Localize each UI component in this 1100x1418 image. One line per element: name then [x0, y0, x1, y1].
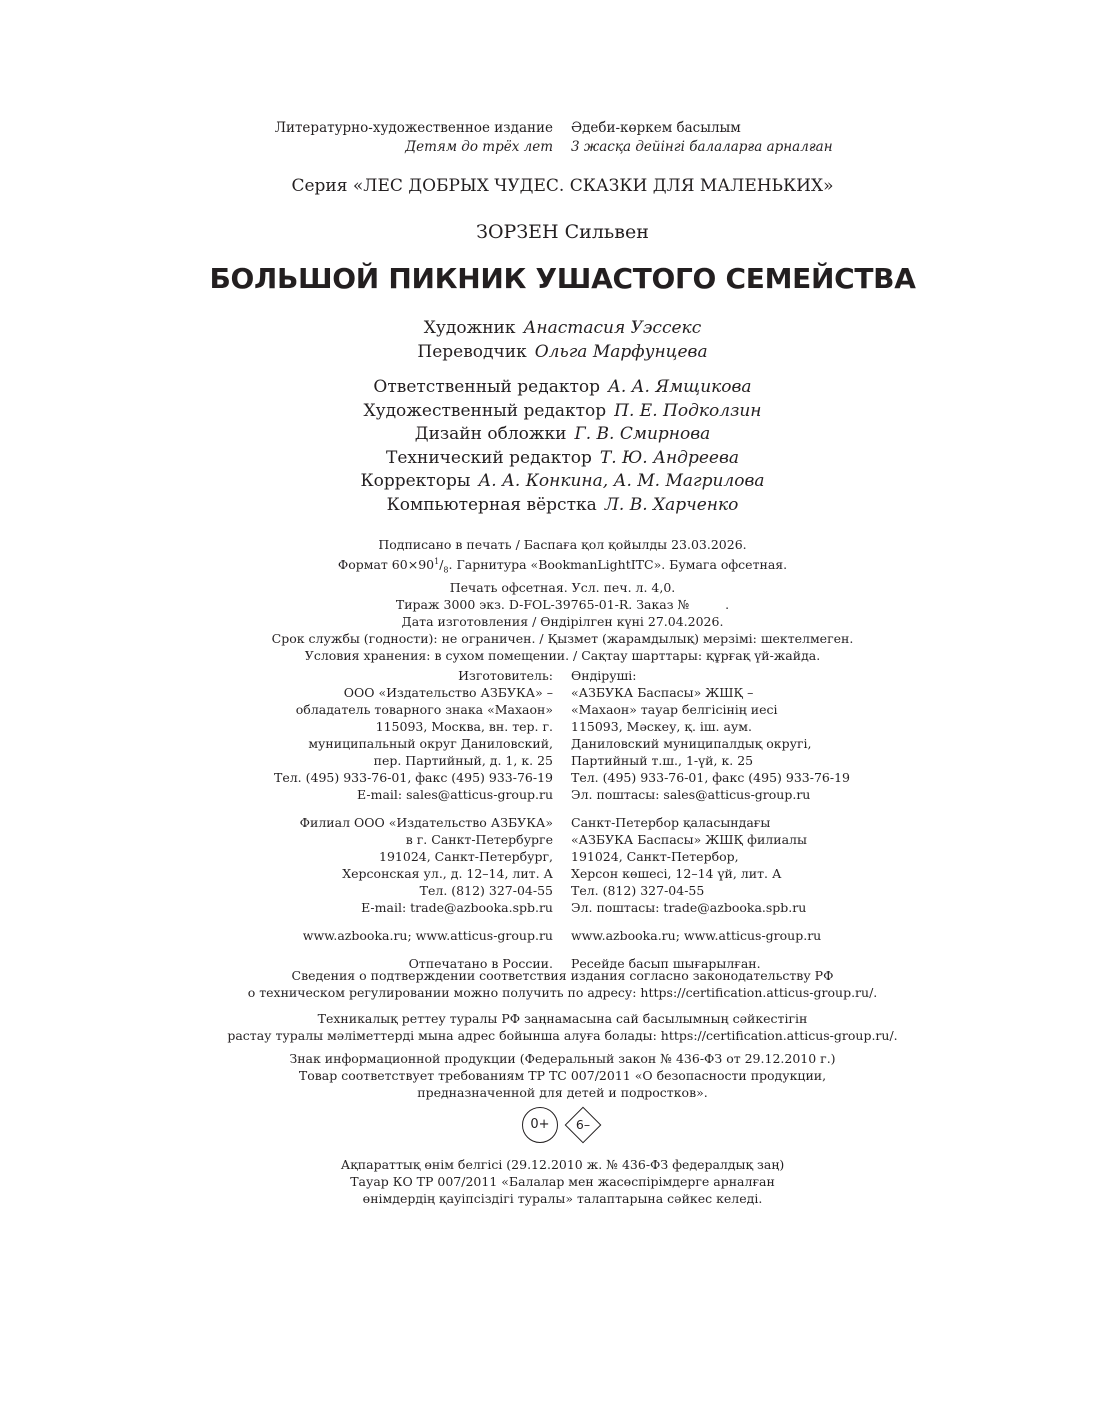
age-note-ru: Детям до трёх лет — [405, 139, 553, 155]
info-sign-line: Ақпараттық өнім белгісі (29.12.2010 ж. № 436-ФЗ федералдық заң) — [340, 1157, 785, 1172]
email-line: Эл. поштасы: trade@azbooka.spb.ru — [571, 900, 807, 915]
run-line: Тираж 3000 экз. D-FOL-39765-01-R. Заказ № . — [395, 596, 730, 612]
address-line: Партийный т.ш., 1-үй, к. 25 — [571, 753, 754, 768]
certification-line: растау туралы мәліметтерді мына адрес бойынша алуға болады: https://certification.atticus-group.ru/. — [227, 1028, 898, 1043]
info-sign-kz — [0, 1156, 1100, 1207]
imprint-details — [0, 536, 1100, 664]
address-line: «Махаон» тауар белгісінің иесі — [571, 702, 778, 717]
edition-type-kz: Әдеби-көркем басылым — [571, 120, 741, 136]
info-sign-line: Товар соответствует требованиям ТР ТС 007/2011 «О безопасности продукции, — [298, 1068, 827, 1083]
age-circle-icon: 0+ — [522, 1107, 558, 1143]
address-line: 115093, Мәскеу, қ. іш. аум. — [571, 719, 752, 734]
email-line: E-mail: trade@azbooka.spb.ru — [361, 900, 553, 915]
storage-line: Условия хранения: в сухом помещении. / Сақтау шарттары: құрғақ үй-жайда. — [304, 647, 821, 663]
address-line: «АЗБУКА Баспасы» ЖШҚ – — [571, 685, 754, 700]
address-line: пер. Партийный, д. 1, к. 25 — [373, 753, 553, 768]
credit-managing-editor: Ответственный редактор А. А. Ямщикова — [373, 377, 752, 397]
phone-line: Тел. (495) 933-76-01, факс (495) 933-76-19 — [274, 770, 553, 785]
info-sign-ru — [0, 1050, 1100, 1101]
manufacturer-label-ru: Изготовитель: — [458, 668, 553, 683]
phone-line: Тел. (495) 933-76-01, факс (495) 933-76-19 — [571, 770, 850, 785]
email-line: E-mail: sales@atticus-group.ru — [357, 787, 553, 802]
credit-artist: Художник Анастасия Уэссекс — [423, 318, 702, 338]
contributors — [0, 317, 1100, 364]
address-line: муниципальный округ Даниловский, — [308, 736, 553, 751]
credit-proofreaders: Корректоры А. А. Конкина, А. М. Магрилова — [360, 471, 765, 491]
publisher-ru — [200, 667, 553, 972]
certification-line: о техническом регулировании можно получить по адресу: https://certification.atticus-group.ru/. — [247, 985, 878, 1000]
series-line: Серия «ЛЕС ДОБРЫХ ЧУДЕС. СКАЗКИ ДЛЯ МАЛЕНЬКИХ» — [291, 176, 834, 196]
certification-kz — [0, 1010, 1100, 1044]
credit-translator: Переводчик Ольга Марфунцева — [417, 341, 708, 362]
made-date-line: Дата изготовления / Өндірілген күні 27.04.2026. — [401, 613, 724, 629]
service-life-line: Срок службы (годности): не ограничен. / Қызмет (жарамдылық) мерзімі: шектелмеген. — [271, 630, 854, 646]
branch-line: в г. Санкт-Петербурге — [405, 832, 553, 847]
credit-cover-design: Дизайн обложки Г. В. Смирнова — [414, 424, 711, 444]
email-line: Эл. поштасы: sales@atticus-group.ru — [571, 787, 811, 802]
website-line-ru: www.azbooka.ru; www.atticus-group.ru — [302, 928, 553, 943]
branch-line: 191024, Санкт-Петербор, — [571, 849, 739, 864]
manufacturer-label-kz: Өндіруші: — [571, 668, 637, 683]
age-rating-badges — [522, 1106, 602, 1146]
signed-line: Подписано в печать / Баспаға қол қойылды 23.03.2026. — [378, 537, 747, 552]
branch-line: Херсонская ул., д. 12–14, лит. А — [342, 866, 553, 881]
address-line: обладатель товарного знака «Махаон» — [295, 702, 553, 717]
format-line: Формат $60\times 90^1/_8$. Гарнитура «BookmanLightITC». Бумага офсетная. — [337, 557, 788, 575]
printed-in-kz: Ресейде басып шығарылған. — [571, 956, 761, 971]
phone-line: Тел. (812) 327-04-55 — [419, 883, 553, 898]
phone-line: Тел. (812) 327-04-55 — [571, 883, 705, 898]
certification-line: Техникалық реттеу туралы РФ заңнамасына сай басылымның сәйкестігін — [317, 1011, 808, 1026]
address-line: Даниловский муниципалдық округі, — [571, 736, 812, 751]
branch-line: Филиал ООО «Издательство АЗБУКА» — [299, 815, 553, 830]
branch-line: Херсон көшесі, 12–14 үй, лит. А — [571, 866, 782, 881]
certification-line: Сведения о подтверждении соответствия издания согласно законодательству РФ — [291, 968, 834, 983]
publisher-kz — [571, 667, 931, 972]
branch-line: Санкт-Петербор қаласындағы — [571, 815, 771, 830]
print-line: Печать офсетная. Усл. печ. л. 4,0. — [449, 579, 676, 595]
header-kz — [571, 119, 931, 157]
age-diamond-icon: 6– — [564, 1106, 602, 1144]
website-line-kz: www.azbooka.ru; www.atticus-group.ru — [571, 928, 822, 943]
address-line: ООО «Издательство АЗБУКА» – — [343, 685, 553, 700]
info-sign-line: Знак информационной продукции (Федеральный закон № 436-ФЗ от 29.12.2010 г.) — [289, 1051, 836, 1066]
credit-layout: Компьютерная вёрстка Л. В. Харченко — [386, 494, 739, 515]
credit-art-editor: Художественный редактор П. Е. Подколзин — [363, 400, 762, 421]
age-note-kz: 3 жасқа дейінгі балаларға арналған — [571, 139, 833, 155]
editors — [0, 376, 1100, 517]
info-sign-line: өнімдердің қауіпсіздігі туралы» талаптарына сәйкес келеді. — [362, 1191, 763, 1206]
info-sign-line: Тауар КО ТР 007/2011 «Балалар мен жасөспірімдерге арналған — [350, 1174, 775, 1189]
address-line: 115093, Москва, вн. тер. г. — [375, 719, 553, 734]
certification-ru — [0, 967, 1100, 1001]
author-name: ЗОРЗЕН Сильвен — [476, 221, 649, 243]
branch-line: 191024, Санкт-Петербург, — [379, 849, 553, 864]
header-ru — [200, 119, 553, 157]
book-title: БОЛЬШОЙ ПИКНИК УШАСТОГО СЕМЕЙСТВА — [209, 262, 916, 295]
edition-type-ru: Литературно-художественное издание — [274, 120, 553, 136]
printed-in-ru: Отпечатано в России. — [408, 956, 553, 971]
credit-technical-editor: Технический редактор Т. Ю. Андреева — [386, 447, 739, 468]
branch-line: «АЗБУКА Баспасы» ЖШҚ филиалы — [571, 832, 807, 847]
info-sign-line: предназначенной для детей и подростков». — [417, 1085, 708, 1100]
